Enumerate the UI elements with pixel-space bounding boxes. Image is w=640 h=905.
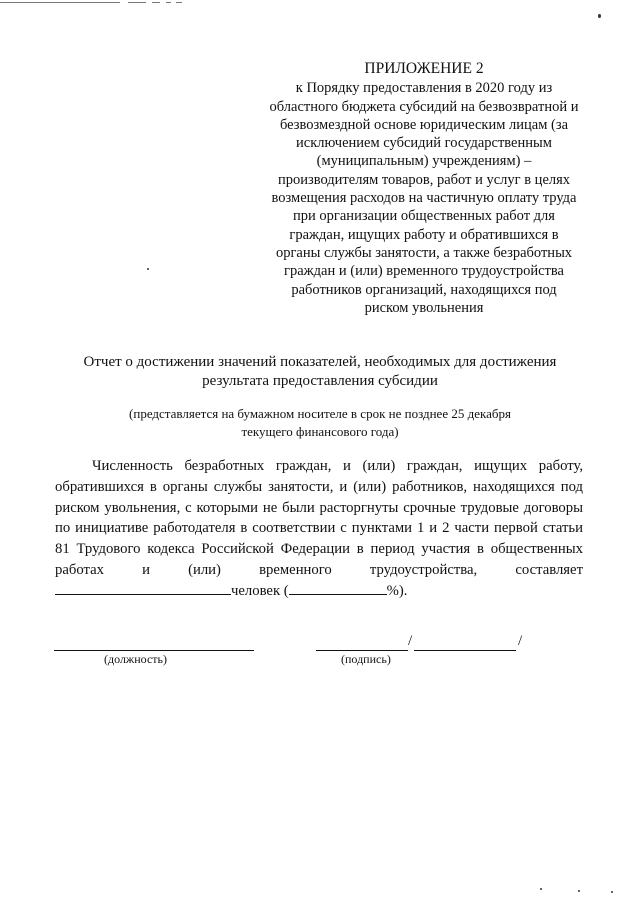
report-title-line: результата предоставления субсидии: [202, 373, 438, 389]
position-caption: (должность): [104, 652, 167, 666]
signature-caption: (подпись): [341, 652, 391, 666]
appendix-line: (муниципальным) учреждениям) –: [316, 153, 532, 170]
appendix-line: производителям товаров, работ и услуг в целях: [277, 171, 571, 188]
appendix-line: граждан, ищущих работу и обратившихся в: [289, 226, 559, 243]
appendix-line: безвозмездной основе юридическим лицам (за: [279, 116, 569, 133]
scan-speck: [611, 891, 613, 893]
appendix-line: граждан и (или) временного трудоустройства: [284, 263, 564, 280]
signature-slash: /: [408, 633, 413, 649]
name-slash: /: [518, 633, 523, 649]
people-word: человек (: [231, 582, 289, 599]
body-paragraph-text: Численность безработных граждан, и (или) граждан, ищущих работу, обратившихся в органы службы занятости, и (или) работников, находящихся под риском увольнения, с которыми не были расторгнуты срочные трудовые договоры по инициативе работодателя в соответствии с пунктами 1 и 2 части первой статьи 81 Трудового кодекса Российской Федерации в период участия в общественных работах и (или) временного трудоустройства, составляет: [55, 458, 583, 578]
scan-speck: [578, 890, 580, 892]
appendix-line: работников организаций, находящихся под: [291, 281, 557, 298]
appendix-line: областного бюджета субсидий на безвозвратной и: [269, 98, 579, 115]
report-note: [70, 405, 570, 441]
scan-artifact: [0, 0, 190, 4]
appendix-line: при организации общественных работ для: [293, 208, 555, 225]
percent-close: %).: [386, 582, 408, 599]
body-paragraph: [55, 456, 583, 602]
appendix-line: к Порядку предоставления в 2020 году из: [295, 80, 553, 97]
scan-speck: [540, 888, 542, 890]
signature-blank[interactable]: [316, 650, 408, 651]
appendix-line: исключением субсидий государственным: [296, 135, 552, 152]
scan-speck: [147, 268, 149, 270]
scan-speck: [598, 14, 601, 18]
people-count-blank[interactable]: [55, 582, 231, 595]
appendix-block: [236, 60, 612, 317]
report-note-line: (представляется на бумажном носителе в срок не позднее 25 декабря: [129, 406, 511, 421]
report-title-line: Отчет о достижении значений показателей, необходимых для достижения: [83, 354, 557, 370]
appendix-title: ПРИЛОЖЕНИЕ 2: [364, 60, 484, 77]
position-blank[interactable]: [54, 650, 254, 651]
name-blank[interactable]: [414, 650, 516, 651]
report-note-line: текущего финансового года): [241, 424, 399, 439]
appendix-line: риском увольнения: [364, 299, 484, 316]
report-title: [40, 353, 600, 391]
appendix-line: органы службы занятости, а также безработных: [275, 244, 573, 261]
percent-blank[interactable]: [289, 582, 387, 595]
appendix-line: возмещения расходов на частичную оплату труда: [271, 190, 577, 207]
